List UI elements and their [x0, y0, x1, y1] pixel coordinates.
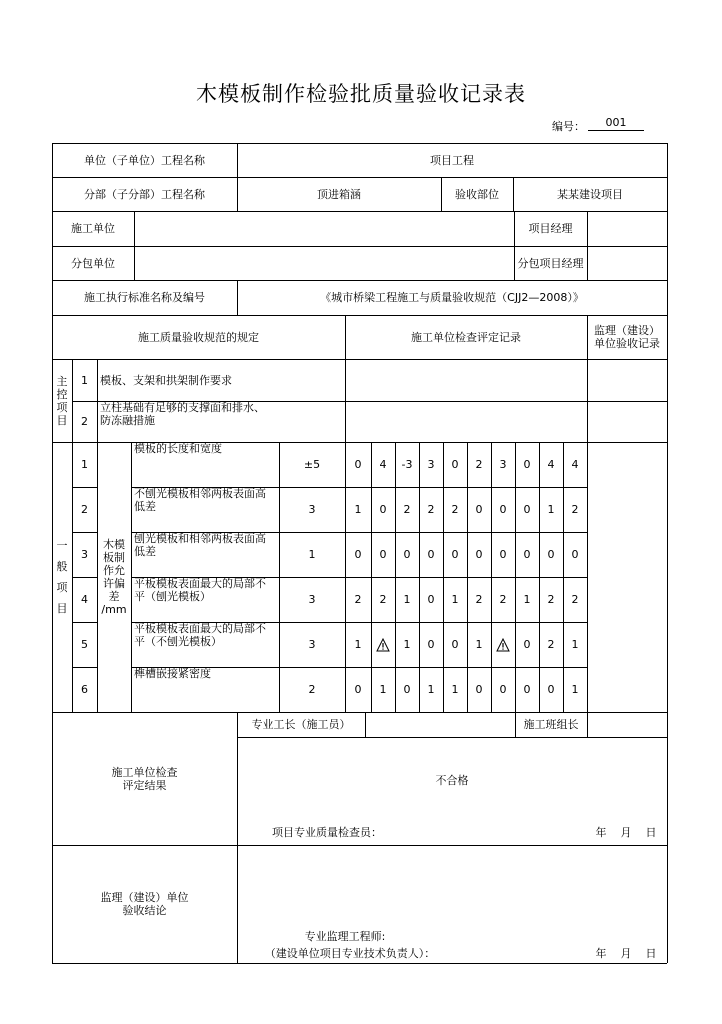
measurement-value: 4	[547, 458, 555, 471]
supervision-conclusion-label	[52, 845, 237, 963]
general-item-text	[131, 622, 279, 667]
general-item-text-line: 平板模板表面最大的局部不	[134, 577, 266, 590]
measurement-value: 0	[499, 503, 507, 516]
general-item-text-line: 平（不刨光模板）	[134, 635, 222, 648]
inspection-result-label	[52, 712, 237, 845]
measurement-value: 2	[354, 593, 362, 606]
supervisor-header-line1: 监理（建设）	[594, 324, 660, 337]
general-item-tolerance: 3	[308, 503, 316, 516]
contractor-label: 施工单位	[71, 222, 115, 235]
unit-name-label: 单位（子单位）工程名称	[84, 153, 205, 167]
measurement-warning	[491, 622, 515, 667]
measurement-value: 1	[571, 638, 579, 651]
group-char: 一	[56, 539, 68, 552]
measurement-value: 2	[475, 458, 483, 471]
measurement-value: 0	[475, 548, 483, 561]
quality-inspector-label: 项目专业质量检查员：	[272, 825, 382, 839]
measurement-value: 1	[451, 593, 459, 606]
measurement-value: 0	[451, 638, 459, 651]
measurement-value: 3	[427, 458, 435, 471]
contractor-value	[134, 211, 514, 246]
code-value: 001	[588, 116, 644, 131]
group-char: 控	[56, 387, 68, 401]
measurement-value: 0	[475, 683, 483, 696]
spec-column-header: 施工质量验收规范的规定	[138, 330, 259, 344]
measurement-value: 2	[571, 593, 579, 606]
inspection-date: 年 月 日	[595, 825, 657, 839]
measurement-value: 1	[379, 683, 387, 696]
measurement-value: 0	[523, 458, 531, 471]
responsible-person-label: （建设单位项目专业技术负责人）：	[264, 946, 436, 960]
supervisor-column-header	[587, 315, 667, 359]
warning-icon	[376, 638, 390, 652]
measurement-value: 0	[523, 683, 531, 696]
subcontractor-label: 分包单位	[71, 256, 115, 270]
supervision-engineer-label: 专业监理工程师:	[304, 929, 386, 943]
general-item-text-line: 平板模板表面最大的局部不	[134, 622, 266, 635]
main-item-text-line: 立柱基础有足够的支撑面和排水、	[100, 401, 265, 414]
tolerance-group-label	[97, 442, 131, 712]
general-item-tolerance: ±5	[303, 458, 321, 471]
general-item-text-line: 不刨光模板相邻两板表面高	[134, 487, 266, 500]
sub-project-manager-label: 分包项目经理	[517, 256, 584, 270]
general-item-text-line: 刨光模板和相邻两板表面高	[134, 532, 266, 545]
measurement-value: 2	[499, 593, 507, 606]
measurement-value: 1	[547, 503, 555, 516]
general-item-tolerance: 3	[308, 638, 316, 651]
measurement-value: 2	[571, 503, 579, 516]
general-item-tolerance: 1	[308, 548, 316, 561]
general-item-text	[131, 487, 279, 532]
measurement-value: 2	[475, 593, 483, 606]
group-char: 般	[56, 560, 68, 573]
measurement-value: 1	[523, 593, 531, 606]
standard-label: 施工执行标准名称及编号	[84, 291, 205, 304]
project-manager-value	[587, 211, 667, 246]
measurement-value: 0	[379, 503, 387, 516]
general-item-text	[131, 667, 279, 712]
main-control-group-label	[52, 359, 72, 442]
record-column-header: 施工单位检查评定记录	[411, 330, 521, 344]
general-item-tolerance: 2	[308, 683, 316, 696]
subcontractor-value	[134, 246, 514, 280]
measurement-value: 0	[354, 548, 362, 561]
measurement-value: 1	[354, 503, 362, 516]
general-item-tolerance: 3	[308, 593, 316, 606]
general-item-text-line: 平（刨光模板）	[134, 590, 211, 603]
measurement-value: 2	[547, 593, 555, 606]
sub-label-line: 板制	[103, 551, 125, 564]
general-item-text	[131, 577, 279, 622]
general-item-no: 4	[81, 593, 88, 606]
general-item-text	[131, 442, 279, 487]
main-item-text-line: 防冻融措施	[100, 414, 155, 427]
measurement-value: 0	[499, 683, 507, 696]
measurement-value: 4	[571, 458, 579, 471]
general-item-text-line: 榫槽嵌接紧密度	[134, 667, 211, 680]
measurement-value: 2	[547, 638, 555, 651]
general-group-label	[52, 442, 72, 712]
measurement-value: 0	[451, 548, 459, 561]
supervision-label-line: 验收结论	[122, 904, 167, 917]
measurement-value: 1	[451, 683, 459, 696]
general-item-text-line: 低差	[134, 500, 156, 513]
measurement-value: 2	[403, 503, 411, 516]
foreman-label: 专业工长（施工员）	[251, 718, 351, 731]
main-item-text: 模板、支架和拱架制作要求	[100, 373, 232, 387]
measurement-value: 1	[403, 593, 411, 606]
measurement-value: 1	[403, 638, 411, 651]
general-item-text-line: 低差	[134, 545, 156, 558]
measurement-value: 0	[547, 548, 555, 561]
general-item-no: 1	[81, 458, 88, 471]
measurement-value: 1	[427, 683, 435, 696]
group-char: 目	[56, 413, 68, 427]
measurement-value: 0	[571, 548, 579, 561]
measurement-value: 0	[427, 593, 435, 606]
unit-name-value: 项目工程	[430, 153, 474, 167]
measurement-value: 0	[523, 503, 531, 516]
measurement-value: 0	[354, 458, 362, 471]
supervision-date: 年 月 日	[595, 946, 657, 960]
acceptance-part-label: 验收部位	[455, 187, 499, 201]
measurement-value: 1	[475, 638, 483, 651]
sub-label-line: 许偏	[103, 577, 125, 590]
sub-label-line: 木模	[103, 538, 125, 551]
standard-value: 《城市桥梁工程施工与质量验收规范（CJJ2—2008）》	[320, 291, 584, 304]
inspection-label-line: 施工单位检查	[111, 765, 178, 779]
sub-label-line: 作允	[103, 564, 125, 577]
measurement-value: 3	[499, 458, 507, 471]
measurement-value: 0	[499, 548, 507, 561]
measurement-value: 0	[547, 683, 555, 696]
sub-label-line: /mm	[101, 603, 127, 616]
measurement-value: 4	[379, 458, 387, 471]
supervisor-header-line2: 单位验收记录	[594, 337, 660, 350]
measurement-value: 0	[379, 548, 387, 561]
measurement-value: 2	[427, 503, 435, 516]
inspection-label-line: 评定结果	[122, 778, 167, 792]
measurement-value: 1	[571, 683, 579, 696]
measurement-value: 0	[354, 683, 362, 696]
sub-label-line: 差	[108, 590, 120, 603]
inspection-result: 不合格	[435, 773, 469, 787]
team-leader-label: 施工班组长	[523, 718, 579, 731]
group-char: 项	[56, 400, 68, 414]
acceptance-part-value: 某某建设项目	[557, 187, 623, 201]
measurement-value: -3	[401, 458, 413, 471]
page-title: 木模板制作检验批质量验收记录表	[196, 82, 526, 106]
group-char: 主	[56, 374, 68, 388]
measurement-value: 2	[379, 593, 387, 606]
main-item-text	[97, 401, 345, 442]
measurement-value: 1	[354, 638, 362, 651]
project-manager-label: 项目经理	[528, 222, 573, 235]
main-item-no: 1	[81, 373, 88, 387]
subproject-value: 顶进箱涵	[317, 187, 361, 201]
measurement-value: 0	[475, 503, 483, 516]
measurement-value: 2	[451, 503, 459, 516]
measurement-value: 0	[451, 458, 459, 471]
general-item-text-line: 模板的长度和宽度	[134, 442, 222, 455]
measurement-value: 0	[427, 548, 435, 561]
group-char: 项	[56, 581, 68, 594]
measurement-value: 0	[403, 683, 411, 696]
measurement-value: 0	[523, 548, 531, 561]
general-item-no: 3	[81, 548, 88, 561]
supervision-label-line: 监理（建设）单位	[100, 891, 189, 904]
measurement-value: 0	[403, 548, 411, 561]
main-item-no: 2	[81, 415, 88, 428]
sub-project-manager-value	[587, 246, 667, 280]
measurement-value: 0	[523, 638, 531, 651]
general-item-no: 5	[81, 638, 88, 651]
warning-icon	[496, 638, 510, 652]
measurement-value: 0	[427, 638, 435, 651]
general-item-no: 6	[81, 683, 88, 696]
group-char: 目	[56, 602, 68, 615]
general-item-no: 2	[81, 503, 88, 516]
subproject-label: 分部（子分部）工程名称	[84, 187, 205, 201]
code-label: 编号：	[552, 120, 585, 133]
measurement-warning	[371, 622, 395, 667]
general-item-text	[131, 532, 279, 577]
